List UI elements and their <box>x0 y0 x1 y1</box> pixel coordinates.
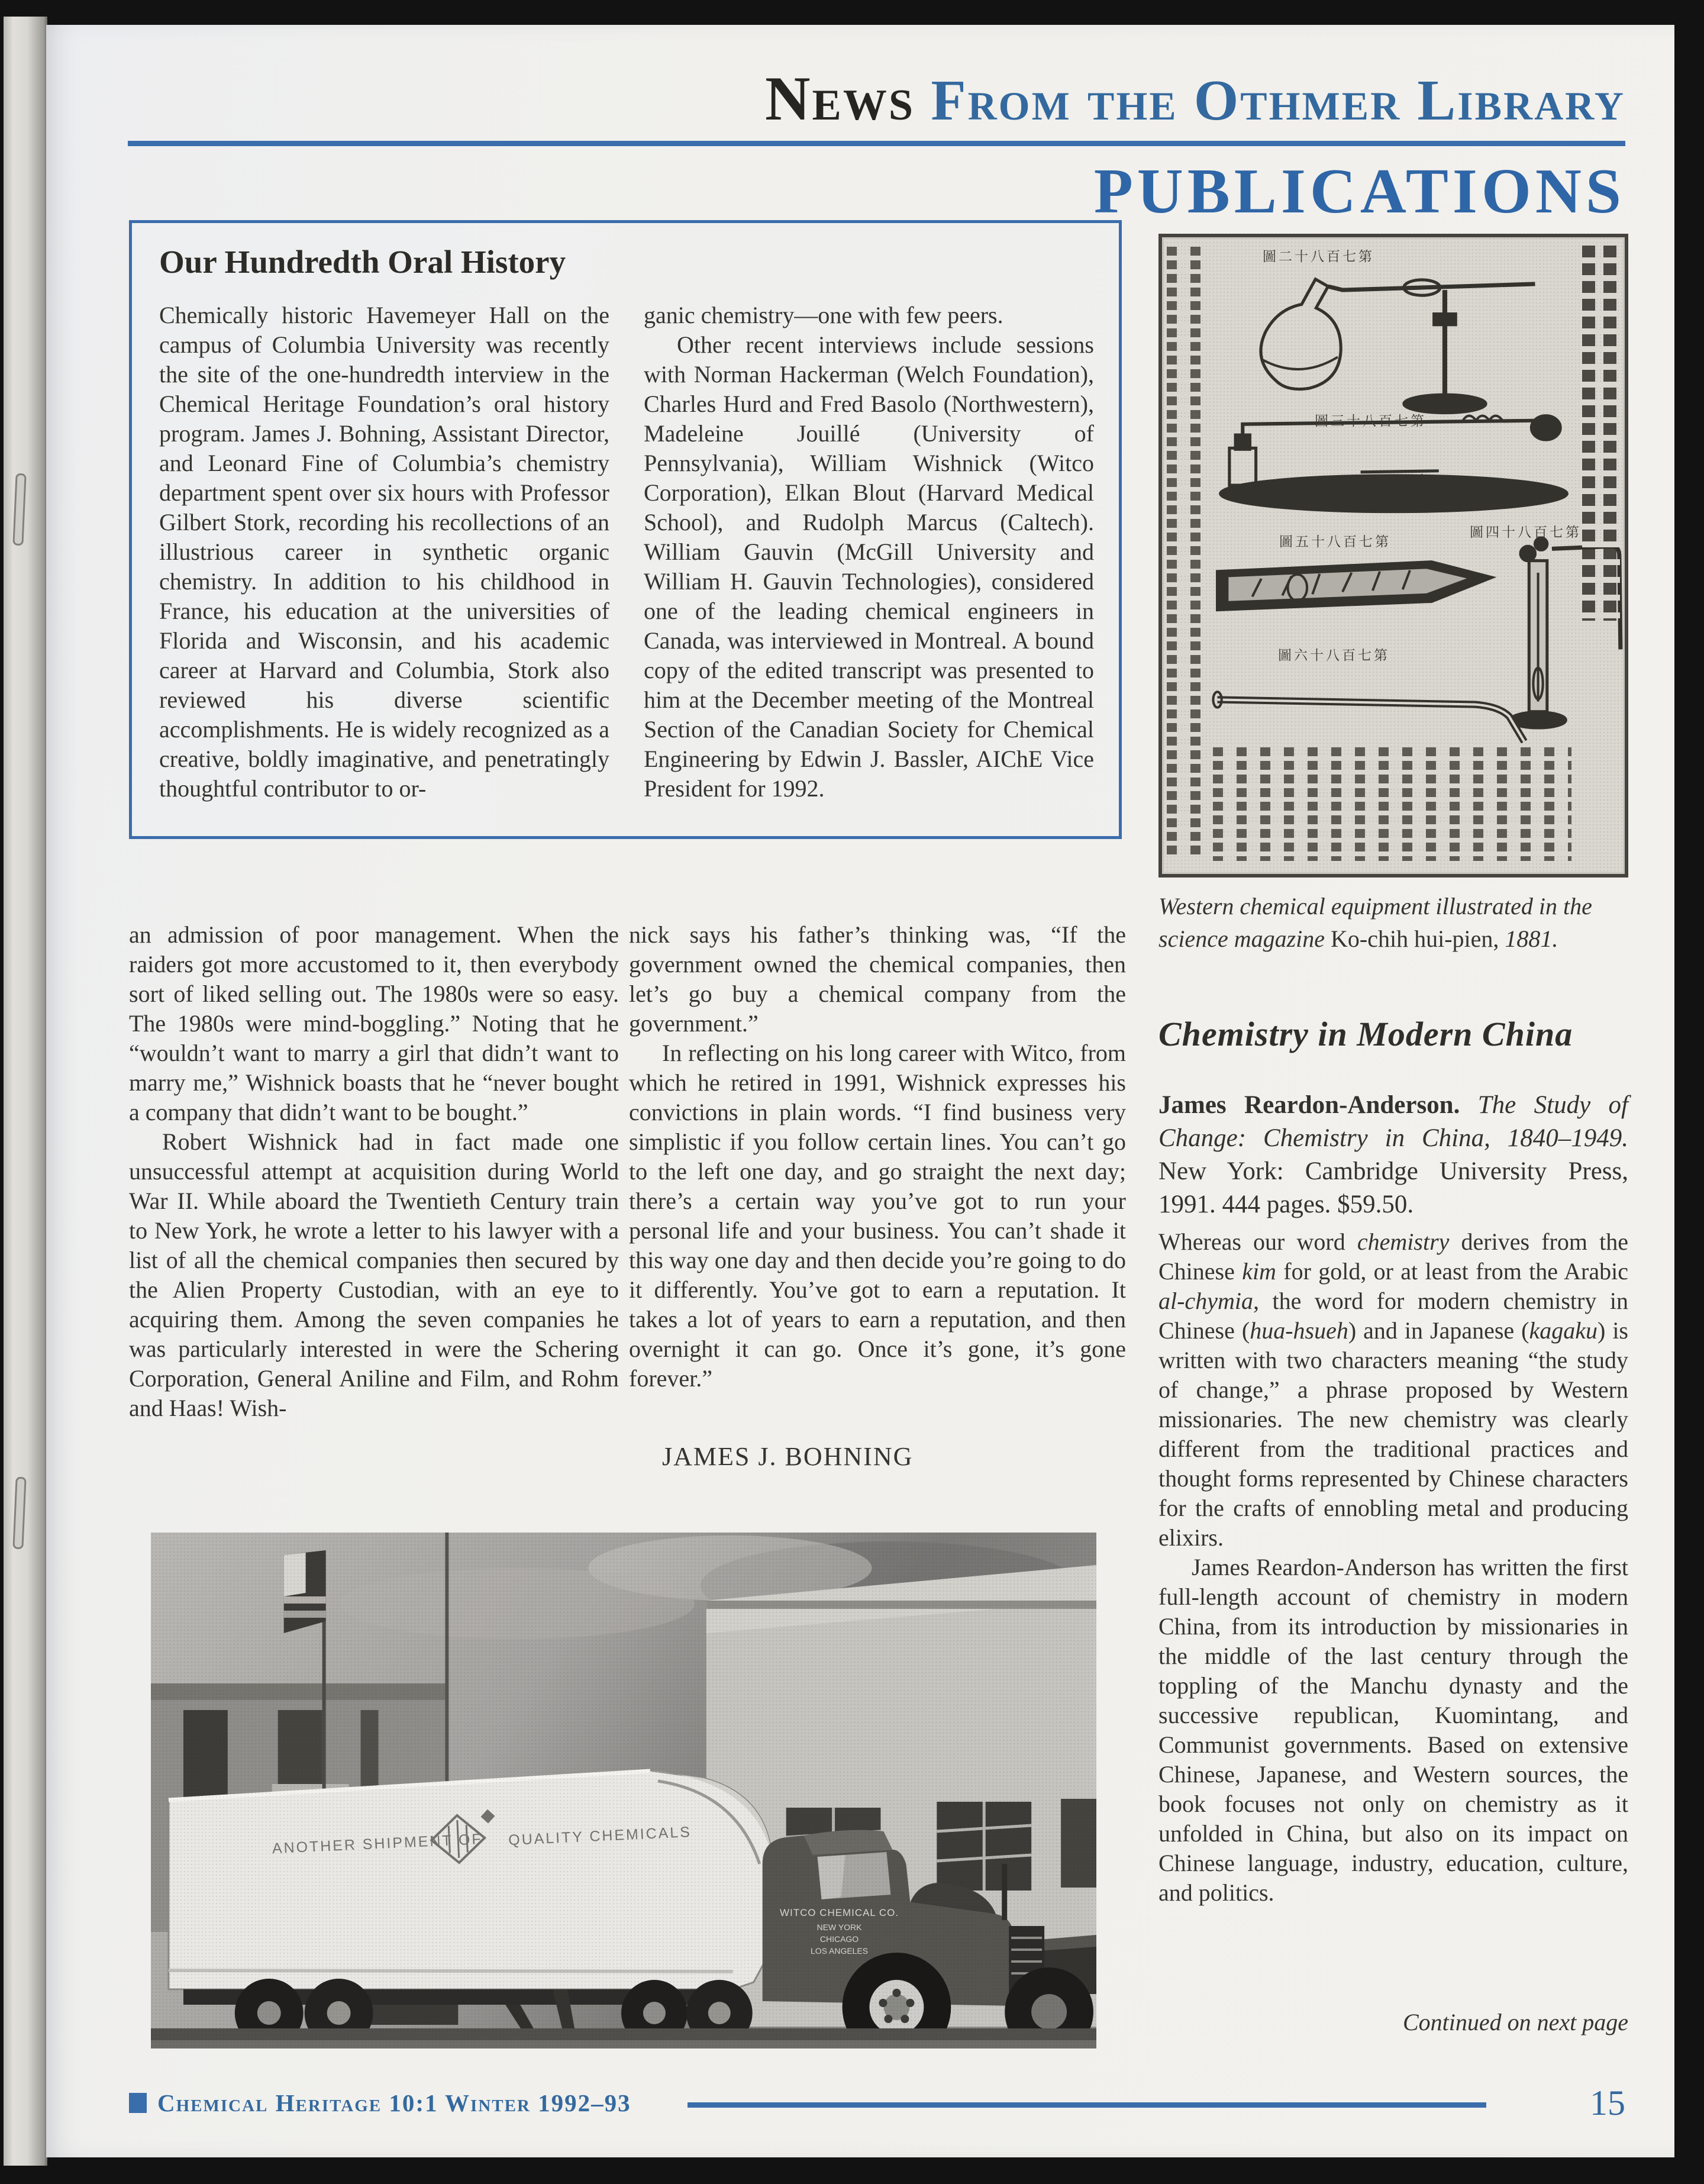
oral-history-box <box>129 220 1122 839</box>
footer-square-bullet-icon <box>129 2093 147 2113</box>
chinese-woodcut-illustration <box>1158 234 1628 878</box>
book-citation <box>1158 1089 1628 1221</box>
staple-icon <box>12 473 26 546</box>
page-footer <box>129 2085 1625 2121</box>
article-paragraph: Chemically historic Havemeyer Hall on the campus of Columbia University was recently the site of the one-hundredth interview in the Chemical Heritage Foundation’s oral history program. James J. Bohning, Assistant Director, and Leonard Fine of Columbia’s chemistry department spent over six hours with Professor Gilbert Stork, recording his recollections of an illustrious career in synthetic organic chemistry. In addition to his childhood in France, his education at the universities of Florida and Wisconsin, and his academic career at Harvard and Columbia, Stork also reviewed his diverse scientific accomplishments. He is widely recognized as a creative, boldly imaginative, and penetratingly thoughtful contributor to or- <box>159 301 609 802</box>
continued-notice: Continued on next page <box>1402 2009 1628 2035</box>
figure-label-784: 圖四十八百七第 <box>1470 525 1582 540</box>
page-spine-edge <box>4 17 47 2166</box>
article-paragraph: Whereas our word chemistry derives from the Chinese kim for gold, or at least from the Arabic al-chymia, the word for modern chemistry in Chinese (hua-hsueh) and in Japanese (kagaku) is written with two characters meaning “the study of change,” a phrase proposed by Western missionaries. The new chemistry was clearly different from the traditional practices and thought forms represented by Chinese characters for the crafts of ennobling metal and producing elixirs. <box>1158 1228 1628 1551</box>
wishnick-column-left <box>129 920 619 1423</box>
citation-publisher: New York: Cambridge University Press, 1991. 444 pages. $59.50. <box>1158 1157 1628 1218</box>
figure-label-782: 圖二十八百七第 <box>1263 249 1374 264</box>
review-body <box>1158 1227 1628 1908</box>
truck-photo-illustration <box>151 1533 1096 2048</box>
figure-label-785: 圖五十八百七第 <box>1279 534 1391 550</box>
magazine-page <box>46 25 1674 2157</box>
author-byline: JAMES J. BOHNING <box>662 1442 914 1471</box>
masthead-news: News <box>765 64 915 133</box>
caption-magazine-name: Ko-chih hui-pien, <box>1331 925 1499 952</box>
journal-issue-line: Chemical Heritage 10:1 Winter 1992–93 <box>157 2089 631 2117</box>
oral-history-title: Our Hundredth Oral History <box>159 244 566 280</box>
staple-icon <box>12 1477 26 1550</box>
citation-book-title: The Study of Change: Chemistry in China, 1840–1949. <box>1158 1091 1629 1152</box>
masthead-othmer-library: From the Othmer Library <box>915 69 1625 132</box>
article-paragraph: In reflecting on his long career with Witco, from which he retired in 1991, Wishnick expresses his convictions in plain words. “I find business very simplistic if you follow certain lines. You can’t go to the left one day, and go straight the next day; there’s a certain way you’ve got to run your personal life and your business. You can’t shade it this way one day and then decide you’re going to do it differently. You’ve got to earn a reputation. It takes a lot of years to earn a reputation, and then overnight it can go. Once it’s gone, it’s gone forever.” <box>629 1040 1126 1392</box>
caption-text: Western chemical equipment illustrated in the science magazine <box>1158 893 1592 952</box>
citation-author: James Reardon-Anderson. <box>1158 1091 1478 1119</box>
article-paragraph: ganic chemistry—one with few peers. <box>644 301 1003 328</box>
oral-history-column-1 <box>159 301 609 804</box>
review-heading: Chemistry in Modern China <box>1158 1015 1573 1053</box>
caption-year: 1881. <box>1499 925 1558 952</box>
section-title: PUBLICATIONS <box>1093 156 1625 227</box>
wishnick-column-middle <box>629 920 1126 1472</box>
footer-rule <box>688 2102 1486 2108</box>
figure-label-786: 圖六十八百七第 <box>1278 648 1390 663</box>
cjk-text-column <box>1582 246 1620 621</box>
oral-history-column-2 <box>644 301 1094 804</box>
witco-truck-photo <box>151 1533 1096 2048</box>
article-paragraph: nick says his father’s thinking was, “If the government owned the chemical companies, then let’s go buy a chemical company from the government.” <box>629 921 1126 1037</box>
page-number: 15 <box>1590 2083 1625 2122</box>
article-paragraph: an admission of poor management. When the raiders got more accustomed to it, then everybody sort of liked selling out. The 1980s were so easy. The 1980s were mind-boggling.” Noting that he “wouldn’t want to marry a girl that didn’t want to marry me,” Wishnick boasts that he “never bought a company that didn’t want to be bought.” <box>129 921 619 1125</box>
cjk-text-column <box>1167 247 1201 855</box>
right-column <box>1158 25 1628 2157</box>
article-paragraph: Other recent interviews include sessions with Norman Hackerman (Welch Foundation), Charles Hurd and Fred Basolo (Northwestern), Madeleine Jouillé (University of Pennsylvania), William Wishnick (Witco Corporation), Elkan Blout (Harvard Medical School), and Rudolph Marcus (Caltech). William Gauvin (McGill University and William H. Gauvin Technologies), considered one of the leading chemical engineers in Canada, was interviewed in Montreal. A bound copy of the edited transcript was presented to him at the December meeting of the Montreal Section of the Canadian Society for Chemical Engineering by Edwin J. Bassler, AIChE Vice President for 1992. <box>644 331 1094 802</box>
illustration-caption <box>1158 890 1628 955</box>
article-paragraph: James Reardon-Anderson has written the first full-length account of chemistry in modern China, from its introduction by missionaries in the middle of the last century through the toppling of the Manchu dynasty and the successive republican, Kuomintang, and Communist governments. Based on extensive Chinese, Japanese, and Western sources, the book focuses not only on chemistry as it unfolded in China, but also on its impact on Chinese language, industry, education, culture, and politics. <box>1158 1554 1628 1906</box>
figure-label-783: 圖三十八百七第 <box>1315 414 1427 429</box>
cjk-text-column <box>1213 747 1571 861</box>
article-paragraph: Robert Wishnick had in fact made one unsuccessful attempt at acquisition during World War II. While aboard the Twentieth Century train to New York, he wrote a letter to his lawyer with a list of all the chemical companies then secured by the Alien Property Custodian, with an eye to acquiring them. Among the seven companies he was particularly interested in were the Schering Corporation, General Aniline and Film, and Rohm and Haas! Wish- <box>129 1128 619 1421</box>
